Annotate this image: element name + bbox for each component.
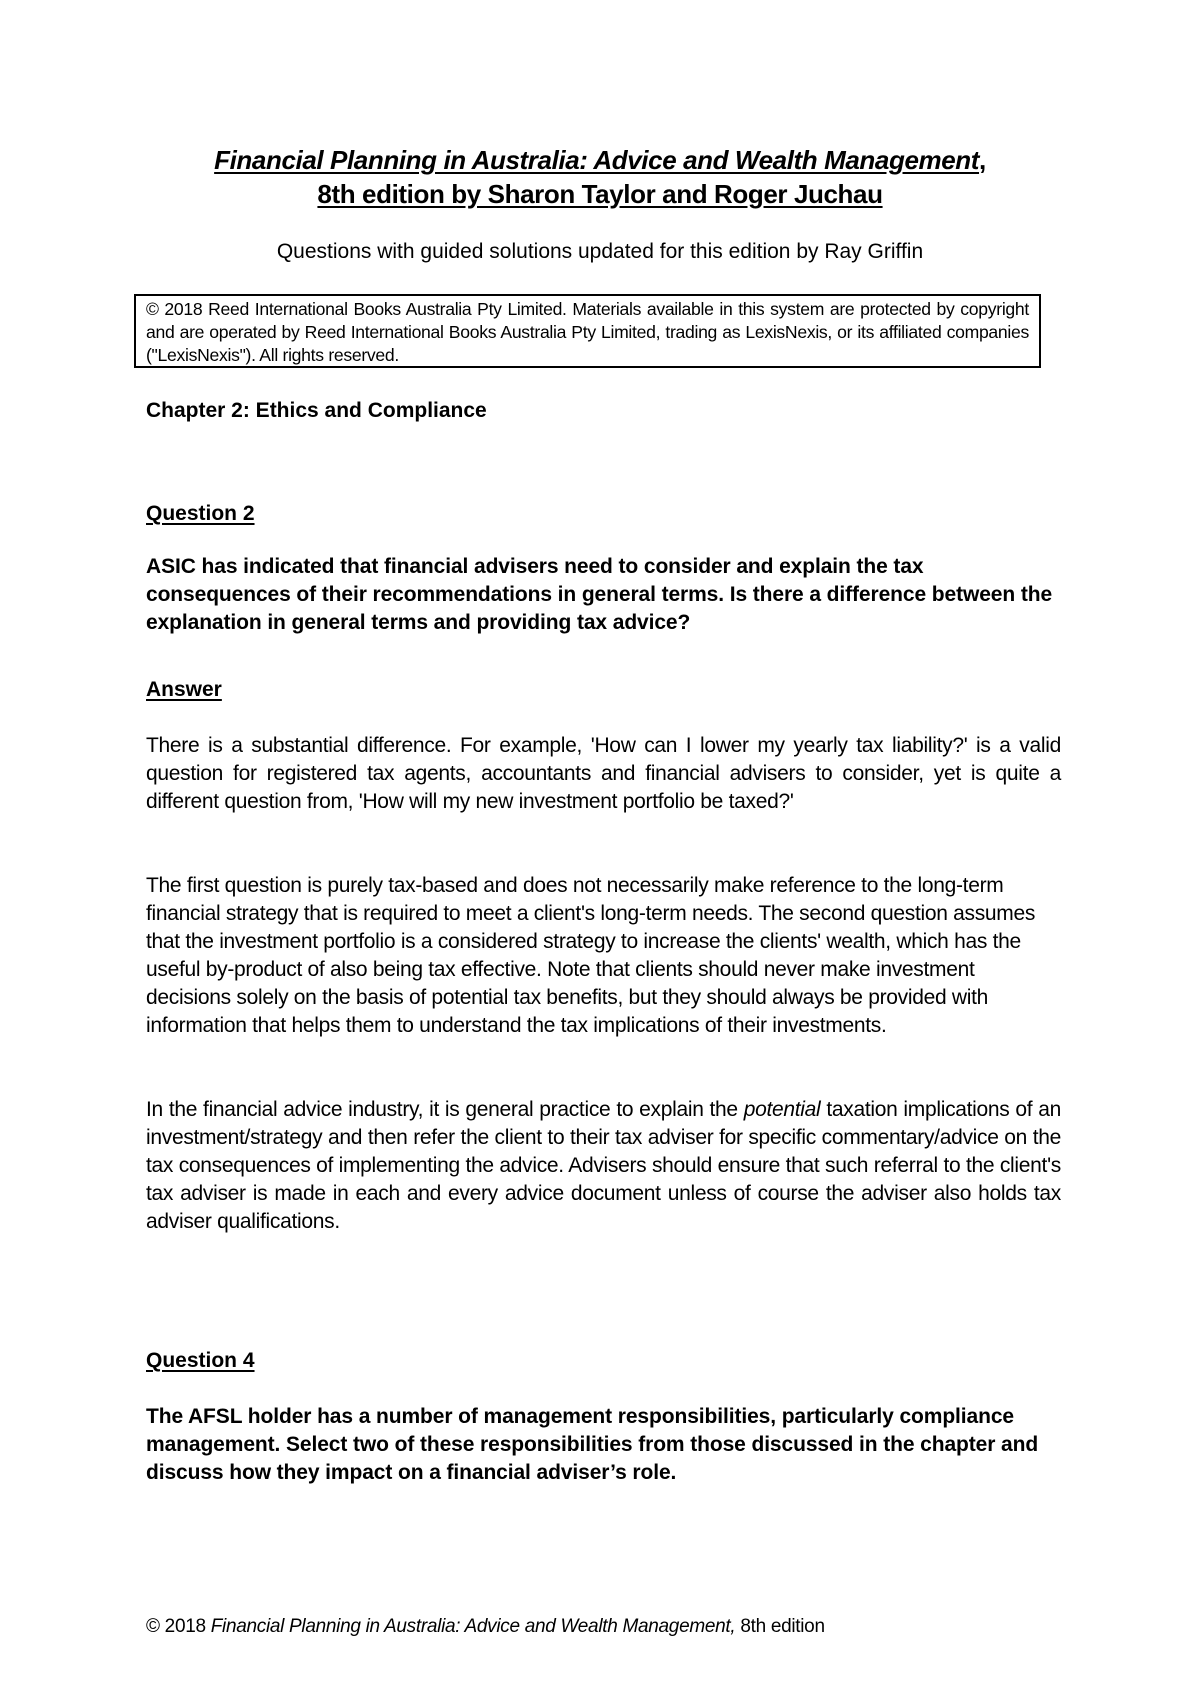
title-line-1: Financial Planning in Australia: Advice and Wealth Management bbox=[214, 145, 980, 175]
question-2-heading: Question 2 bbox=[146, 502, 255, 525]
question-4-text: The AFSL holder has a number of management responsibilities, particularly compliance management. Select two of these responsibilities from those discussed in the chapter and discuss how they impact on a financial adviser’s role. bbox=[146, 1405, 1039, 1484]
question-4-heading: Question 4 bbox=[146, 1349, 255, 1372]
copyright-notice: © 2018 Reed International Books Australia Pty Limited. Materials available in this system are protected by copyright and are operated by Reed International Books Australia Pty Limited, trading as LexisNexis, or its affiliated companies ("LexisNexis"). All rights reserved. bbox=[134, 294, 1041, 368]
answer-p3-emphasis: potential bbox=[743, 1098, 821, 1121]
answer-paragraph-2: The first question is purely tax-based and does not necessarily make reference to the long-term financial strategy that is required to meet a client's long-term needs. The second question assumes that the investment portfolio is a considered strategy to increase the clients' wealth, which has the useful by-product of also being tax effective. Note that clients should never make investment decisions solely on the basis of potential tax benefits, but they should always be provided with information that helps them to understand the tax implications of their investments. bbox=[146, 874, 1036, 1037]
footer-title: Financial Planning in Australia: Advice and Wealth Management, bbox=[210, 1616, 736, 1637]
chapter-heading: Chapter 2: Ethics and Compliance bbox=[146, 399, 487, 422]
document-subtitle: Questions with guided solutions updated for this edition by Ray Griffin bbox=[276, 240, 924, 263]
footer-prefix: © 2018 bbox=[146, 1616, 211, 1637]
answer-p3-end: taxation implications of an investment/strategy and then refer the client to their tax adviser for specific commentary/advice on the tax consequences of implementing the advice. Advisers should ensure that such referral to the client's tax adviser is made in each and every advice document unless of course the adviser also holds tax adviser qualifications. bbox=[146, 1098, 1061, 1233]
question-2-text: ASIC has indicated that financial advisers need to consider and explain the tax consequences of their recommendations in general terms. Is there a difference between the explanation in general terms and providing tax advice? bbox=[146, 555, 1053, 634]
answer-heading: Answer bbox=[146, 678, 222, 701]
answer-paragraph-1: There is a substantial difference. For example, 'How can I lower my yearly tax liability?' is a valid question for registered tax agents, accountants and financial advisers to consider, yet is quite a different question from, 'How will my new investment portfolio be taxed?' bbox=[146, 734, 1061, 813]
title-line-2: 8th edition by Sharon Taylor and Roger Juchau bbox=[317, 179, 883, 209]
footer-suffix: 8th edition bbox=[735, 1616, 825, 1637]
title-line-1-suffix: , bbox=[979, 145, 986, 175]
answer-paragraph-3 bbox=[146, 1096, 1061, 1236]
answer-p3-start: In the financial advice industry, it is general practice to explain the bbox=[146, 1098, 744, 1121]
document-title bbox=[146, 143, 1054, 211]
page-footer bbox=[146, 1614, 825, 1640]
